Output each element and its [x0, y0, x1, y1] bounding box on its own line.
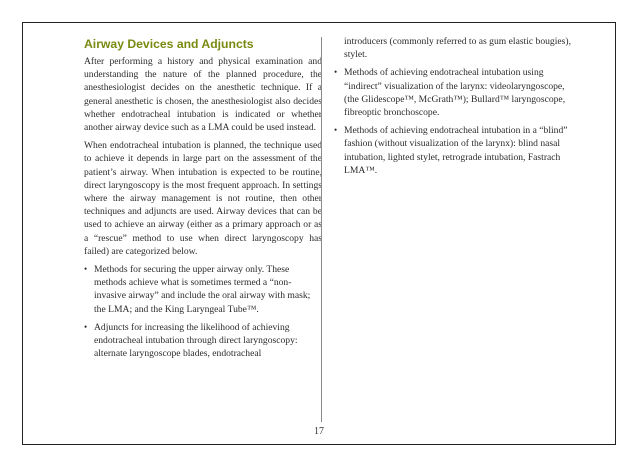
list-item-text: Methods for securing the upper airway only. These methods achieve what is sometimes termed a “non-invasive airway” and include the oral airway with mask; the LMA; and the King Laryngeal Tube™. — [94, 264, 311, 315]
bullet-icon: • — [84, 321, 88, 332]
bullet-icon: • — [334, 125, 338, 136]
list-item — [334, 124, 574, 177]
list-item — [334, 66, 574, 119]
left-column — [84, 35, 322, 365]
bullet-icon: • — [84, 264, 88, 275]
list-item-continuation: introducers (commonly referred to as gum elastic bougies), stylet. — [344, 36, 571, 61]
list-item-text: Methods of achieving endotracheal intubation in a “blind” fashion (without visualization of the larynx): blind nasal intubation, lighted stylet, retrograde intubation, Fastrach LMA™. — [344, 125, 568, 176]
page-number: 17 — [314, 426, 324, 437]
paragraph: When endotracheal intubation is planned, the technique used to achieve it depends in large part on the assessment of the patient’s airway. When intubation is expected to be routine, direct laryngoscopy is the most frequent approach. In settings where the airway management is not routine, then other techniques and adjuncts are used. Airway devices that can be used to achieve an airway (either as a primary approach or as a “rescue” method to use when direct laryngoscopy has failed) are categorized below. — [84, 140, 322, 257]
list-item — [84, 321, 322, 361]
section-heading: Airway Devices and Adjuncts — [84, 37, 254, 51]
bullet-list — [84, 263, 322, 360]
right-column — [334, 35, 574, 182]
paragraph: After performing a history and physical examination and understanding the nature of the planned procedure, the anesthesiologist decides on the anesthetic technique. If a general anesthetic is chosen, the anesthesiologist also decides whether endotracheal intubation is indicated or whether another airway device such as a LMA could be used instead. — [84, 56, 322, 134]
bullet-list — [334, 66, 574, 177]
list-item-text: Adjuncts for increasing the likelihood of achieving endotracheal intubation through direct laryngoscopy: alternate laryngoscope blades, endotracheal — [94, 321, 298, 360]
column-divider — [321, 37, 322, 422]
list-item — [84, 263, 322, 316]
page-frame — [22, 22, 616, 445]
bullet-icon: • — [334, 67, 338, 78]
list-item-text: Methods of achieving endotracheal intubation using “indirect” visualization of the larynx: videolaryngoscope, (the Glidescope™, McGrath™); Bullard™ laryngoscope, fibreoptic bronchoscope. — [344, 67, 566, 119]
